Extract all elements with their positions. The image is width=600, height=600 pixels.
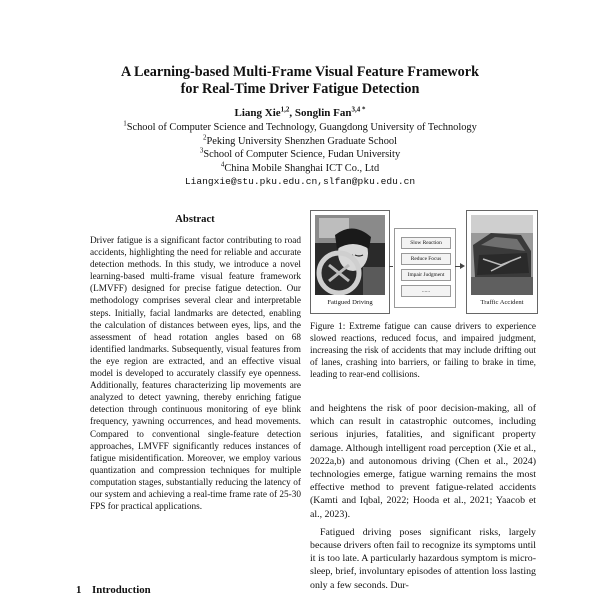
right-panel-label: Traffic Accident [480, 299, 524, 306]
symptom-list-box [394, 228, 456, 308]
symptom-slow-reaction: Slow Reaction [401, 237, 451, 249]
symptom-reduce-focus: Reduce Focus [401, 253, 451, 265]
section-title: Introduction [92, 584, 151, 596]
traffic-accident-image [471, 215, 533, 295]
arrow-head-icon [460, 263, 465, 269]
body-paragraph: and heightens the risk of poor decision-making, all of which can result in catastrophic outcomes, including serious injuries, fatalities, and significant property damage. Although intelligent road perception (Xie et al., 2022a,b) and autonomous driving (Chen et al., 2024) technologies emerge, fatigue warning remains the most effective method to prevent fatigue-related accidents (Kamti and Iqbal, 2022; Hooda et al., 2021; Yaacob et al., 2023). [310, 403, 536, 520]
affiliation-text: School of Computer Science, Fudan University [203, 149, 401, 160]
figure-caption: Figure 1: Extreme fatigue can cause drivers to experience slowed reactions, reduced focus, and impaired judgment, increasing the risk of accidents that may include drifting out of lanes, crashing into barriers, or failing to brake in time, leading to rear-end collisions. [310, 322, 536, 380]
affiliation [60, 135, 540, 149]
fatigued-driving-panel [310, 210, 390, 314]
affiliation [60, 121, 540, 135]
affiliation [60, 148, 540, 162]
left-panel-label: Fatigued Driving [327, 299, 373, 306]
affiliation-text: School of Computer Science and Technology, Guangdong University of Technology [126, 122, 477, 133]
author-name: Songlin Fan [294, 107, 352, 119]
author-separator: , [289, 107, 295, 119]
abstract-text: Driver fatigue is a significant factor contributing to road accidents, highlighting the need for reliable and accurate detection methods. In this study, we introduce a novel learning-based multi-frame visual feature framework (LMVFF) designed for precise fatigue detection. Our methodology comprises several clear and interpretable steps. Initially, facial landmarks are detected, enabling the calculation of distances between eyes, lips, and the assessment of head rotation angles based on 68 identified landmarks. Subsequently, visual features from the eye region are extracted, and an effective visual model is developed to accurately classify eye openness. Additionally, features characterizing lip movements are analyzed to detect yawning, thereby enriching fatigue detection through continuous monitoring of eye blink frequency, yawning occurrences, and head movements. Compared to conventional single-feature detection approaches, LMVFF significantly reduces instances of fatigue misidentification. Moreover, we employ various quantization and compression techniques for multiple computation stages, substantially reducing the latency of our system and achieving a real-time frame rate of 25-30 FPS for practical applications. [90, 236, 301, 513]
fatigued-driver-image [315, 215, 385, 295]
affiliation-sup: 2 [203, 133, 207, 142]
affiliation-text: China Mobile Shanghai ICT Co., Ltd [224, 162, 380, 174]
section-heading [76, 584, 276, 596]
author-name: Liang Xie [234, 107, 281, 119]
title-line-1: A Learning-based Multi-Frame Visual Feature Framework [121, 64, 479, 80]
symptom-more: ...... [401, 285, 451, 297]
affiliation-sup: 4 [220, 160, 225, 169]
body-paragraph: Fatigued driving poses significant risks, largely because drivers often fail to recognize its symptoms until it is too late. A particularly hazardous symptom is micro-sleep, brief, involuntary episodes of attention loss lasting only a few seconds. Dur- [310, 526, 536, 591]
affiliations [60, 121, 540, 189]
traffic-accident-panel [466, 210, 538, 314]
abstract-heading: Abstract [175, 214, 215, 225]
affiliation [60, 162, 540, 176]
author-superscript: 1,2 [280, 105, 290, 114]
title-line-2: for Real-Time Driver Fatigue Detection [180, 81, 420, 97]
section-number: 1 [76, 584, 82, 596]
affiliation-sup: 1 [123, 119, 127, 128]
author-superscript: 3,4 * [351, 105, 366, 114]
symptom-impair-judgment: Impair Judgment [401, 269, 451, 281]
author-list [40, 107, 560, 119]
figure-1 [310, 210, 536, 312]
author-emails[interactable]: Liangxie@stu.pku.edu.cn,slfan@pku.edu.cn [184, 176, 416, 187]
paper-title [40, 64, 560, 98]
affiliation-text: Peking University Shenzhen Graduate School [206, 135, 397, 147]
arrow-line [389, 266, 393, 267]
affiliation-sup: 3 [199, 146, 204, 155]
intro-body-right [310, 402, 536, 592]
